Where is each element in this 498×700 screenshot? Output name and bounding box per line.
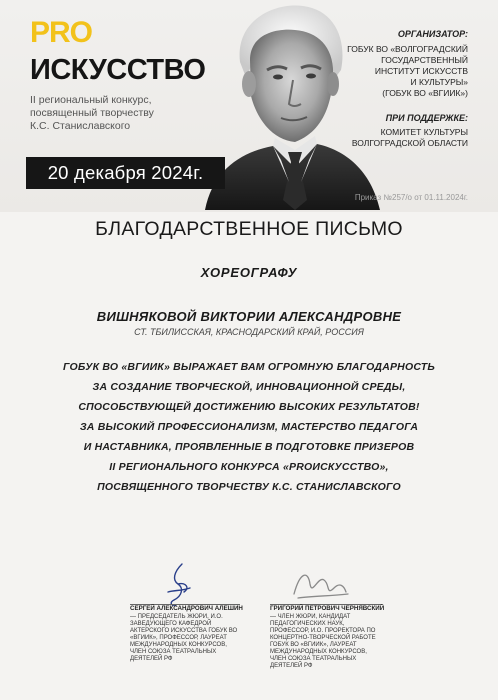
order-text: Приказ №257/о от 01.11.2024г. xyxy=(354,193,468,202)
signer-2-title-line: ПРОФЕССОР, И.О. ПРОРЕКТОРА ПО xyxy=(270,628,376,634)
signature-2-handwriting xyxy=(288,566,352,606)
signer-2-title-line: — ЧЛЕН ЖЮРИ, КАНДИДАТ xyxy=(270,614,351,620)
signer-1-name: СЕРГЕЙ АЛЕКСАНДРОВИЧ АЛЕШИН xyxy=(130,605,243,612)
signer-1-title-line: АКТЕРСКОГО ИСКУССТВА ГОБУК ВО xyxy=(130,628,238,634)
support-line: КОМИТЕТ КУЛЬТУРЫ xyxy=(380,127,468,137)
organizer-line: (ГОБУК ВО «ВГИИК») xyxy=(382,88,468,98)
signer-1-title-line: ЗАВЕДУЮЩЕГО КАФЕДРОЙ xyxy=(130,621,212,627)
body-line: ЗА СОЗДАНИЕ ТВОРЧЕСКОЙ, ИННОВАЦИОННОЙ СРЕДЫ, xyxy=(92,381,406,393)
contest-info-line: К.С. Станиславского xyxy=(30,120,131,132)
signer-2-title-line: МЕЖДУНАРОДНЫХ КОНКУРСОВ, xyxy=(270,649,367,655)
signer-2-title-line: ГОБУК ВО «ВГИИК», ЛАУРЕАТ xyxy=(270,642,357,648)
signature-1-handwriting xyxy=(160,562,200,608)
date-badge: 20 декабря 2024г. xyxy=(26,157,225,189)
signer-2-name: ГРИГОРИЙ ПЕТРОВИЧ ЧЕРНЯВСКИЙ xyxy=(270,605,385,612)
signer-1-title-line: МЕЖДУНАРОДНЫХ КОНКУРСОВ, xyxy=(130,642,227,648)
organizer-label: ОРГАНИЗАТОР: xyxy=(397,29,468,39)
signer-2-title-line: ЧЛЕН СОЮЗА ТЕАТРАЛЬНЫХ xyxy=(270,656,357,662)
body-line: И НАСТАВНИКА, ПРОЯВЛЕННЫЕ В ПОДГОТОВКЕ ПРИЗЕРОВ xyxy=(83,441,415,453)
signer-1-title-line: ДЕЯТЕЛЕЙ РФ xyxy=(130,656,173,662)
body-line: ГОБУК ВО «ВГИИК» ВЫРАЖАЕТ ВАМ ОГРОМНУЮ БЛАГОДАРНОСТЬ xyxy=(63,361,435,373)
contest-info-line: посвященный творчеству xyxy=(30,107,154,119)
signer-1-title-line: — ПРЕДСЕДАТЕЛЬ ЖЮРИ, И.О. xyxy=(130,614,223,620)
recipient-place: СТ. ТБИЛИССКАЯ, КРАСНОДАРСКИЙ КРАЙ, РОССИЯ xyxy=(134,327,364,337)
body-line: ЗА ВЫСОКИЙ ПРОФЕССИОНАЛИЗМ, МАСТЕРСТВО ПЕДАГОГА xyxy=(79,421,419,433)
addressee-role: ХОРЕОГРАФУ xyxy=(200,265,298,280)
signer-2-title-line: ПЕДАГОГИЧЕСКИХ НАУК, xyxy=(270,621,345,627)
signer-2-title-line: КОНЦЕРТНО-ТВОРЧЕСКОЙ РАБОТЕ xyxy=(270,635,376,641)
logo-main-text: ИСКУССТВО xyxy=(30,54,206,86)
signer-1-title-line: ЧЛЕН СОЮЗА ТЕАТРАЛЬНЫХ xyxy=(130,649,217,655)
organizer-line: ГОСУДАРСТВЕННЫЙ xyxy=(381,55,468,65)
organizer-line: ИНСТИТУТ ИСКУССТВ xyxy=(374,66,468,76)
signer-2-title-line: ДЕЯТЕЛЕЙ РФ xyxy=(270,663,313,669)
signer-1-title-line: «ВГИИК», ПРОФЕССОР, ЛАУРЕАТ xyxy=(130,635,227,641)
body-line: СПОСОБСТВУЮЩЕЙ ДОСТИЖЕНИЮ ВЫСОКИХ РЕЗУЛЬТАТОВ! xyxy=(78,401,420,413)
document-title: БЛАГОДАРСТВЕННОЕ ПИСЬМО xyxy=(95,218,403,240)
support-label: ПРИ ПОДДЕРЖКЕ: xyxy=(385,113,468,123)
recipient-name: ВИШНЯКОВОЙ ВИКТОРИИ АЛЕКСАНДРОВНЕ xyxy=(96,309,402,324)
logo-pro-text: PRO xyxy=(30,16,93,49)
organizer-line: ГОБУК ВО «ВОЛГОГРАДСКИЙ xyxy=(347,44,468,54)
organizer-line: И КУЛЬТУРЫ» xyxy=(410,77,468,87)
support-line: ВОЛГОГРАДСКОЙ ОБЛАСТИ xyxy=(351,138,468,148)
contest-info-line: II региональный конкурс, xyxy=(30,94,152,106)
body-line: ПОСВЯЩЕННОГО ТВОРЧЕСТВУ К.С. СТАНИСЛАВСКОГО xyxy=(97,481,401,493)
body-line: II РЕГИОНАЛЬНОГО КОНКУРСА «PROИСКУССТВО», xyxy=(109,461,389,473)
